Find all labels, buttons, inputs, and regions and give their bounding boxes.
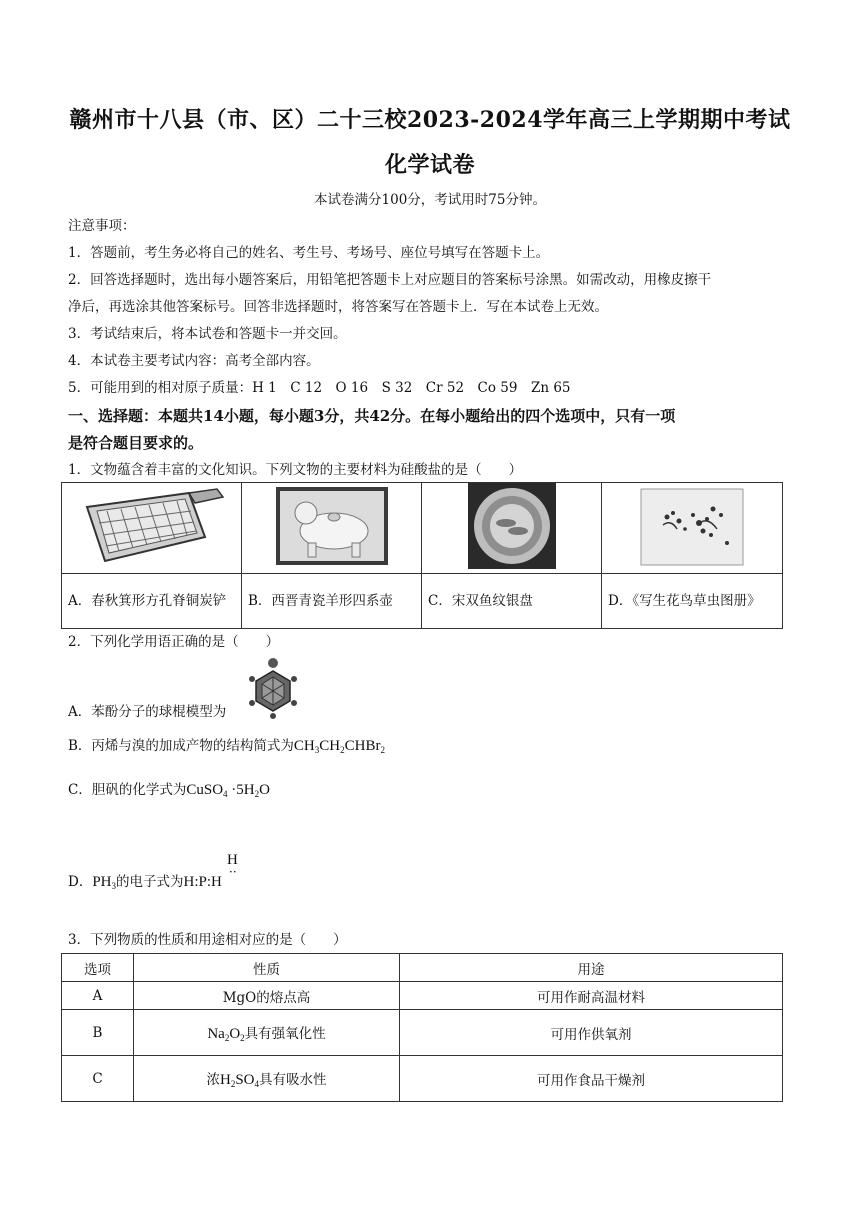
option-a-image-cell — [62, 483, 242, 574]
header-option: 选项 — [62, 954, 134, 982]
table-row: B $Na_2O_2$具有强氧化性 可用作供氧剂 — [62, 1010, 783, 1056]
painting-album-image — [637, 485, 747, 567]
q2-option-b — [68, 736, 385, 760]
notes-heading: 注意事项： — [68, 218, 136, 234]
section-heading-cont: 是符合题目要求的。 — [68, 434, 204, 452]
q2-option-c-text: C．胆矾的化学式为 — [68, 782, 187, 798]
question-1-stem: 1．文物蕴含着丰富的文化知识。下列文物的主要材料为硅酸盐的是（ ） — [68, 462, 523, 478]
table-row: C 浓$H_2SO_4$具有吸水性 可用作食品干燥剂 — [62, 1056, 783, 1102]
bronze-shovel-image — [77, 485, 227, 567]
table-header-row — [62, 954, 783, 982]
note-item: 1．答题前，考生务必将自己的姓名、考生号、考场号、座位号填写在答题卡上。 — [68, 245, 550, 261]
exam-subject-title: 化学试卷 — [384, 152, 475, 178]
option-c-caption: C．宋双鱼纹银盘 — [422, 574, 602, 629]
note-item: 5．可能用到的相对原子质量：H 1 C 12 O 16 S 32 Cr 52 Co 59 Zn 65 — [68, 380, 571, 396]
header-property: 性质 — [134, 954, 400, 982]
phosphine-formula: $PH_3$ — [92, 874, 117, 891]
section-heading: 一、选择题：本题共14小题，每小题3分，共42分。在每小题给出的四个选项中，只有一项 — [68, 407, 676, 425]
dibromopropane-formula: $CH_3CH_2CHBr_2$ — [293, 738, 385, 755]
question-3-stem: 3．下列物质的性质和用途相对应的是（ ） — [68, 932, 347, 948]
option-d-image-cell — [602, 483, 783, 574]
note-item: 2．回答选择题时，选出每小题答案后，用铅笔把答题卡上对应题目的答案标号涂黑。如需改动，用橡皮擦干 — [68, 272, 712, 288]
lewis-top-hydrogen: H — [227, 852, 238, 868]
option-b-image-cell — [242, 483, 422, 574]
header-use: 用途 — [400, 954, 783, 982]
q2-option-b-text: B．丙烯与溴的加成产物的结构简式为 — [68, 738, 294, 754]
question-2-stem: 2．下列化学用语正确的是（ ） — [68, 634, 280, 650]
question-3-table — [61, 953, 783, 1102]
q2-option-d: D．$PH_3$的电子式为H:P:H — [68, 874, 222, 891]
phenol-ball-stick-model-image — [248, 657, 298, 719]
lewis-top-electron-pair: ·· — [229, 865, 237, 879]
question-1-options-table — [61, 482, 783, 629]
exam-info: 本试卷满分100分，考试用时75分钟。 — [314, 192, 546, 208]
option-c-image-cell — [422, 483, 602, 574]
sulfuric-acid-formula: $H_2SO_4$ — [219, 1072, 260, 1089]
option-a-caption: A．春秋箕形方孔脊铜炭铲 — [62, 574, 242, 629]
note-item: 4．本试卷主要考试内容：高考全部内容。 — [68, 353, 320, 369]
option-d-caption: D．《写生花鸟草虫图册》 — [602, 574, 783, 629]
sodium-peroxide-formula: $Na_2O_2$ — [207, 1026, 245, 1043]
q2-option-a: A．苯酚分子的球棍模型为 — [68, 704, 227, 720]
exam-title: 赣州市十八县（市、区）二十三校2023-2024学年高三上学期期中考试 — [69, 107, 791, 133]
phosphine-lewis-structure: H:P:H — [183, 874, 222, 890]
silver-plate-image — [462, 483, 562, 569]
q2-option-c — [68, 780, 270, 804]
note-item: 净后，再选涂其他答案标号。回答非选择题时，将答案写在答题卡上．写在本试卷上无效。 — [68, 299, 608, 315]
celadon-sheep-pot-image — [272, 485, 392, 567]
blue-vitriol-formula: CuSO$_4$ $\cdot 5H_2O$ — [186, 782, 270, 799]
note-item: 3．考试结束后，将本试卷和答题卡一并交回。 — [68, 326, 347, 342]
option-b-caption: B．西晋青瓷羊形四系壶 — [242, 574, 422, 629]
table-row: A MgO的熔点高 可用作耐高温材料 — [62, 982, 783, 1010]
q2-option-d-text: 的电子式为 — [116, 874, 184, 890]
